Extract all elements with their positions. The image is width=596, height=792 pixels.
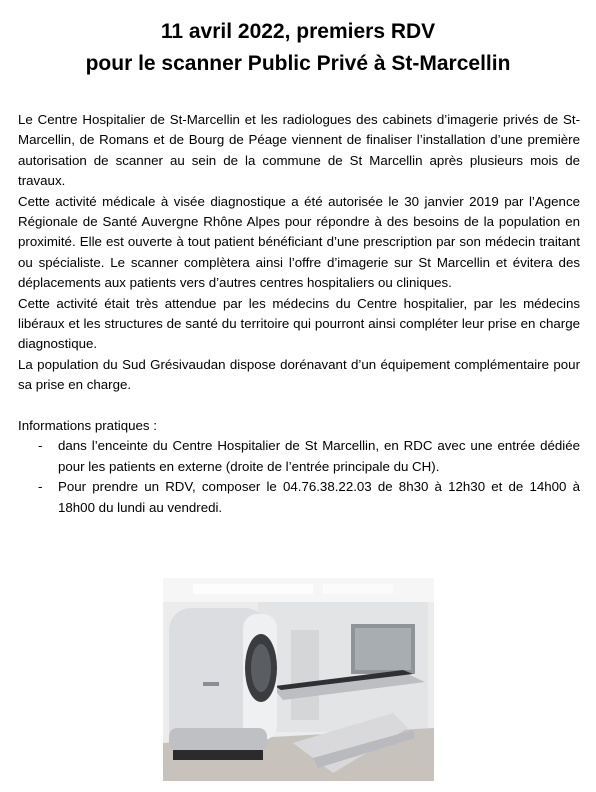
bullet-dash: - <box>38 438 43 454</box>
paragraph-intro: Le Centre Hospitalier de St-Marcellin et les radiologues des cabinets d’imagerie privés de St-Marcellin, de Romans et de Bourg de Péage viennent de finaliser l’installation d’une première autorisation de scanner au sein de la commune de St Marcellin après plusieurs mois de travaux. <box>18 112 580 189</box>
ct-scanner-photo <box>163 578 434 781</box>
info-item-appointment-text: Pour prendre un RDV, composer le 04.76.38.22.03 de 8h30 à 12h30 et de 14h00 à 18h00 du lundi au vendredi. <box>58 479 580 515</box>
info-list <box>18 436 580 518</box>
title-line-2: pour le scanner Public Privé à St-Marcellin <box>85 52 511 75</box>
document-title <box>0 16 596 80</box>
info-item-location <box>18 436 580 477</box>
info-item-appointment <box>18 477 580 518</box>
bullet-dash: - <box>38 479 43 495</box>
paragraph-population: La population du Sud Grésivaudan dispose dorénavant d’un équipement complémentaire pour sa prise en charge. <box>18 356 580 393</box>
blank-line <box>18 396 580 416</box>
title-line-1: 11 avril 2022, premiers RDV <box>160 20 436 43</box>
paragraph-authorization: Cette activité médicale à visée diagnostique a été autorisée le 30 janvier 2019 par l’Agence Régionale de Santé Auvergne Rhône Alpes pour répondre à des besoins de la population en proximité. Elle est ouverte à tout patient bénéficiant d’une prescription par son médecin traitant ou spécialiste. Le scanner complètera ainsi l’offre d’imagerie sur St Marcellin et évitera des déplacements aux patients vers d’autres centres hospitaliers ou cliniques. <box>18 193 580 291</box>
ct-scanner-illustration <box>163 578 434 781</box>
info-item-location-text: dans l’enceinte du Centre Hospitalier de St Marcellin, en RDC avec une entrée dédiée pour les patients en externe (droite de l’entrée principale du CH). <box>58 438 580 474</box>
article-body <box>18 110 580 518</box>
paragraph-expectation: Cette activité était très attendue par les médecins du Centre hospitalier, par les médecins libéraux et les structures de santé du territoire qui pourront ainsi compléter leur prise en charge diagnostique. <box>18 295 580 352</box>
info-heading: Informations pratiques : <box>18 418 157 434</box>
